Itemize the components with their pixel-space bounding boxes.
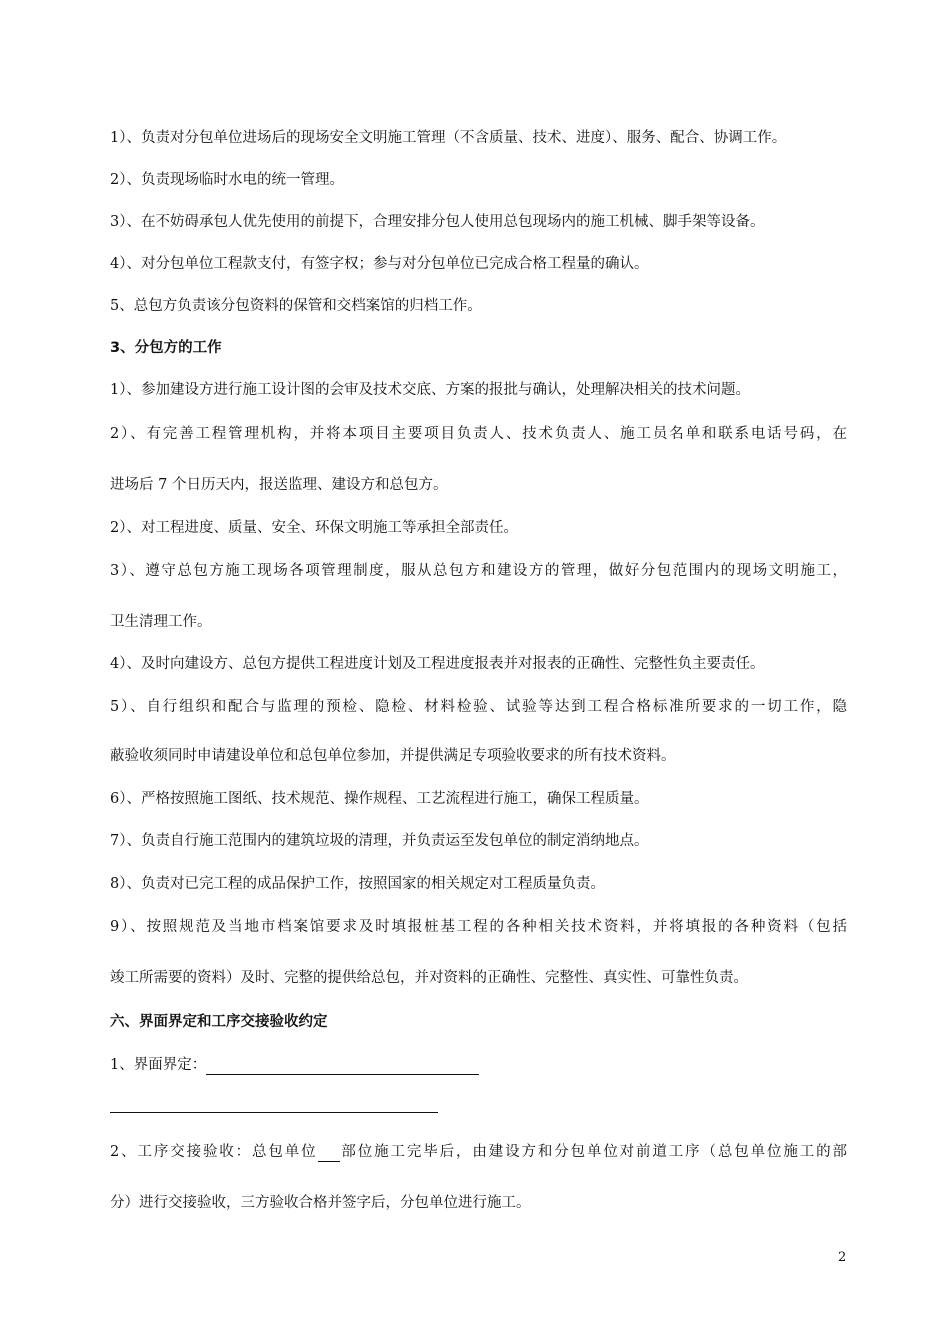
- interface-blank-field: [206, 1056, 479, 1075]
- interface-label: 1、界面界定：: [110, 1057, 207, 1073]
- paragraph-line: 5）、自行组织和配合与监理的预检、隐检、材料检验、试验等达到工程合格标准所要求的一切工作，隐: [110, 699, 847, 715]
- handover-line: [110, 1142, 847, 1162]
- paragraph-line: 2）、对工程进度、质量、安全、环保文明施工等承担全部责任。: [110, 520, 518, 536]
- paragraph-line: 9）、按照规范及当地市档案馆要求及时填报桩基工程的各种相关技术资料，并将填报的各种资料（包括: [110, 919, 847, 935]
- paragraph-line: 分）进行交接验收，三方验收合格并签字后，分包单位进行施工。: [110, 1195, 531, 1211]
- paragraph-line: 8）、负责对已完工程的成品保护工作，按照国家的相关规定对工程质量负责。: [110, 876, 605, 892]
- paragraph-line: 7）、负责自行施工范围内的建筑垃圾的清理，并负责运至发包单位的制定消纳地点。: [110, 833, 649, 849]
- paragraph-line: 4）、及时向建设方、总包方提供工程进度计划及工程进度报表并对报表的正确性、完整性负主要责任。: [110, 656, 765, 672]
- handover-prefix: 2、工序交接验收：总包单位: [110, 1144, 318, 1160]
- section-heading: 3、分包方的工作: [110, 340, 222, 356]
- paragraph-line: 2）、有完善工程管理机构，并将本项目主要项目负责人、技术负责人、施工员名单和联系电话号码，在: [110, 426, 847, 442]
- paragraph-line: 6）、严格按照施工图纸、技术规范、操作规程、工艺流程进行施工，确保工程质量。: [110, 791, 649, 807]
- paragraph-line: 4）、对分包单位工程款支付，有签字权；参与对分包单位已完成合格工程量的确认。: [110, 256, 649, 272]
- handover-suffix: 部位施工完毕后，由建设方和分包单位对前道工序（总包单位施工的部: [339, 1144, 847, 1160]
- page-number: 2: [838, 1250, 847, 1265]
- interface-definition-line: [110, 1055, 479, 1075]
- paragraph-line: 进场后 7 个日历天内，报送监理、建设方和总包方。: [110, 477, 448, 493]
- handover-blank-field: [318, 1143, 340, 1162]
- section-heading: 六、界面界定和工序交接验收约定: [110, 1014, 328, 1030]
- paragraph-line: 蔽验收须同时申请建设单位和总包单位参加，并提供满足专项验收要求的所有技术资料。: [110, 748, 676, 764]
- paragraph-line: 卫生清理工作。: [110, 614, 212, 630]
- interface-blank-line: [110, 1112, 438, 1113]
- paragraph-line: 3）、遵守总包方施工现场各项管理制度，服从总包方和建设方的管理，做好分包范围内的现场文明施工，: [110, 563, 847, 579]
- paragraph-line: 3）、在不妨碍承包人优先使用的前提下，合理安排分包人使用总包现场内的施工机械、脚手架等设备。: [110, 214, 765, 230]
- paragraph-line: 1）、负责对分包单位进场后的现场安全文明施工管理（不含质量、技术、进度）、服务、配合、协调工作。: [110, 130, 787, 146]
- paragraph-line: 5、总包方负责该分包资料的保管和交档案馆的归档工作。: [110, 298, 482, 314]
- paragraph-line: 1）、参加建设方进行施工设计图的会审及技术交底、方案的报批与确认，处理解决相关的技术问题。: [110, 382, 750, 398]
- paragraph-line: 2）、负责现场临时水电的统一管理。: [110, 172, 344, 188]
- paragraph-line: 竣工所需要的资料）及时、完整的提供给总包，并对资料的正确性、完整性、真实性、可靠性负责。: [110, 970, 748, 986]
